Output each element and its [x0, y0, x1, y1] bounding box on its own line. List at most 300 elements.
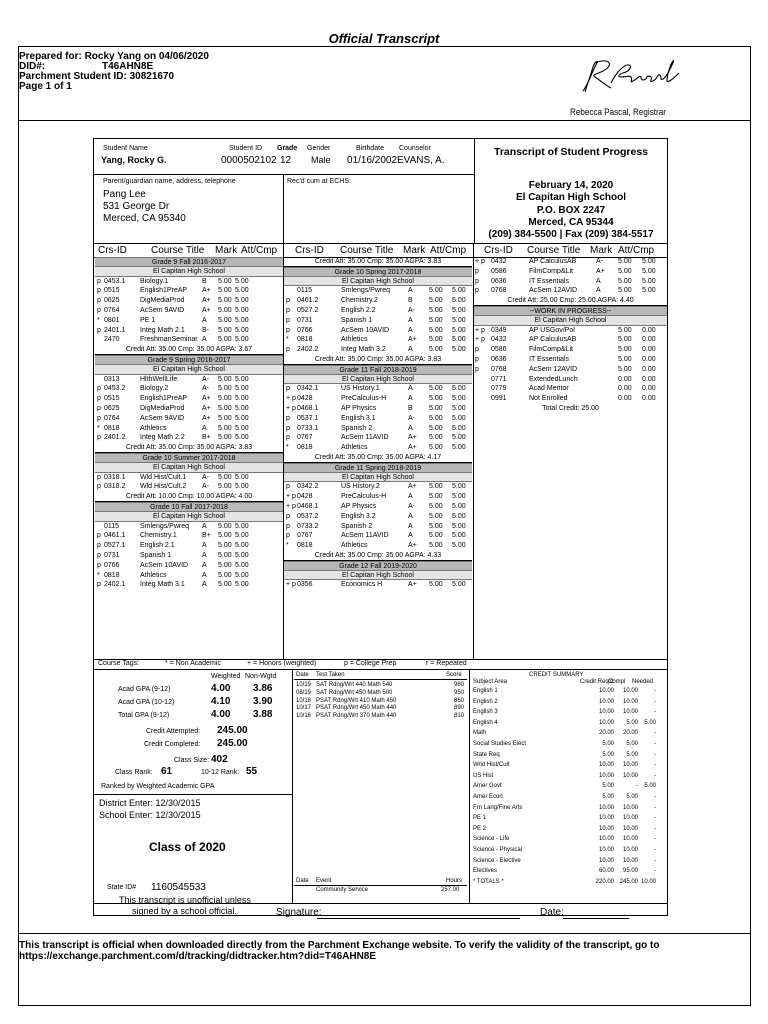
credit-needed: -	[654, 868, 656, 875]
course-mark: A-	[408, 414, 415, 422]
course-mark: A	[596, 287, 601, 295]
course-attempted: 5.00	[429, 395, 443, 403]
credit-subject: Electives	[473, 868, 498, 875]
nonweighted-label: Non-Wgtd	[245, 673, 277, 680]
course-title: Integ Math 3.1	[140, 581, 185, 589]
course-row	[284, 541, 472, 551]
course-title-header: Course Title	[527, 245, 581, 256]
course-row	[284, 286, 472, 296]
course-mark: A+	[408, 542, 417, 550]
course-mark: A-	[596, 258, 603, 265]
test-name: PSAT Rdng/Wrt 410 Math 450	[316, 697, 397, 704]
course-flag: p	[475, 365, 479, 373]
course-row	[95, 316, 283, 326]
course-flag: p	[97, 326, 101, 334]
registrar-name: Rebecca Pascal, Registrar	[570, 107, 666, 117]
course-id: 0515	[104, 287, 120, 295]
course-id: 0818	[104, 424, 120, 432]
course-title: Chemistry.2	[341, 297, 378, 305]
course-attempted: 5.00	[429, 532, 443, 540]
course-title: ExtendedLunch	[529, 375, 578, 383]
course-row	[95, 296, 283, 306]
course-row	[474, 365, 667, 375]
course-flag: p	[475, 287, 479, 295]
course-row	[95, 384, 283, 394]
date-label: Date:	[540, 907, 564, 918]
course-title: AcSem 10AVID	[341, 326, 390, 334]
total-credit: Total Credit: 25.00	[542, 404, 599, 412]
course-id: 0318.2	[104, 483, 126, 491]
course-completed: 5.00	[452, 493, 466, 501]
credit-subject: Amer Econ	[473, 794, 503, 800]
school-phone: (209) 384-5500 | Fax (209) 384-5517	[488, 229, 654, 240]
course-mark: A	[408, 512, 413, 520]
course-flag: + p	[475, 336, 485, 344]
credit-subject: * TOTALS *	[473, 878, 504, 885]
course-attempted: 5.00	[218, 522, 232, 530]
credit-needed: -	[654, 688, 656, 694]
course-flag: *	[286, 542, 289, 550]
test-score-header: Score	[446, 672, 462, 678]
course-attempted: 5.00	[429, 287, 443, 295]
course-attempted: 5.00	[618, 277, 632, 285]
course-row	[474, 345, 667, 355]
course-attempted: 5.00	[429, 444, 443, 452]
course-flag: p	[286, 414, 290, 422]
credit-completed: -	[636, 783, 638, 790]
course-id: 0766	[104, 561, 120, 569]
course-completed: 5.00	[235, 571, 249, 579]
course-id: 0731	[104, 551, 120, 559]
credit-required: 10.00	[598, 719, 614, 726]
course-mark: A-	[202, 483, 209, 491]
course-row	[95, 531, 283, 541]
course-flag: *	[286, 444, 289, 452]
course-mark: A+	[202, 287, 211, 295]
course-row	[284, 531, 472, 541]
course-title: Spanish 2	[341, 522, 373, 530]
course-flag: p	[286, 532, 290, 540]
course-mark: A	[596, 277, 601, 285]
course-completed: 5.00	[452, 434, 466, 442]
signature-line[interactable]	[317, 918, 520, 919]
course-title: English 3.2	[341, 512, 376, 520]
course-row	[95, 326, 283, 336]
course-mark: A	[408, 395, 413, 403]
course-mark: B+	[202, 434, 211, 442]
did-label: DID#:	[19, 61, 46, 72]
course-id: 0779	[491, 385, 507, 393]
course-row	[284, 424, 472, 434]
credit-needed: -	[654, 751, 656, 758]
course-title: AP Physics	[341, 502, 377, 510]
course-id: 0768	[491, 365, 507, 373]
course-id: 0342.1	[297, 385, 319, 393]
course-flag: p	[286, 434, 290, 442]
course-mark: A	[202, 316, 207, 324]
course-mark: A	[408, 424, 413, 432]
term-credit-summary: Credit Att: 35.00 Cmp: 35.00 AGPA: 3.83	[284, 257, 472, 267]
course-mark: A	[202, 336, 207, 344]
course-attempted: 5.00	[218, 414, 232, 422]
course-title: FilmComp&Lit	[529, 346, 573, 354]
course-row	[95, 571, 283, 581]
parchment-student-id: Parchment Student ID: 30821670	[19, 71, 175, 82]
course-row	[95, 424, 283, 434]
course-attempted: 5.00	[429, 483, 443, 491]
course-mark: A+	[408, 483, 417, 491]
course-mark: A	[408, 385, 413, 393]
course-id: 0731	[297, 316, 313, 324]
course-row	[474, 257, 667, 267]
counselor-label: Counselor	[399, 145, 431, 152]
course-mark: A+	[408, 434, 417, 442]
course-flag: p	[97, 551, 101, 559]
credit-completed: 245.00	[619, 878, 638, 885]
course-completed: 5.00	[452, 512, 466, 520]
course-flag: p	[286, 385, 290, 393]
course-title: Spanish 1	[341, 316, 373, 324]
test-score: 810	[454, 713, 465, 720]
course-title: English1PreAP	[140, 395, 188, 403]
course-flag: + p	[286, 502, 296, 510]
event-name: Community Service	[316, 887, 369, 893]
subject-area-header: Subject Area	[473, 679, 508, 685]
course-id: 0818	[297, 444, 313, 452]
course-row	[474, 394, 667, 404]
course-completed: 5.00	[642, 267, 656, 275]
course-attempted: 5.00	[618, 258, 632, 265]
course-title: Economics H	[341, 581, 383, 589]
course-flag: p	[286, 424, 290, 432]
course-mark: A-	[408, 502, 415, 510]
document-title: Official Transcript	[328, 31, 440, 46]
course-row	[95, 286, 283, 296]
ranked-by: Ranked by Weighted Academic GPA	[101, 783, 215, 790]
course-completed: 5.00	[452, 316, 466, 324]
course-flag: + p	[286, 493, 296, 501]
course-row	[284, 335, 472, 345]
course-title: IT Essentials	[529, 355, 569, 363]
course-row	[95, 580, 283, 590]
course-id: 0318.1	[104, 473, 126, 481]
course-attempted: 5.00	[218, 306, 232, 314]
course-completed: 5.00	[452, 404, 466, 412]
course-flag: p	[97, 532, 101, 540]
course-title: Biology.1	[140, 277, 169, 285]
course-mark: A	[202, 561, 207, 569]
course-title: AcSem 9AVID	[140, 306, 185, 314]
course-attempted: 5.00	[218, 561, 232, 569]
test-score: 890	[454, 705, 465, 712]
credit-reqd-header: Credit Req'd	[580, 679, 614, 685]
credit-required: 5.00	[602, 741, 614, 747]
credit-completed: 10.00	[622, 804, 638, 811]
course-mark: A	[408, 532, 413, 540]
rank-10-12-value: 55	[246, 766, 258, 777]
credit-subject: US Hist	[473, 772, 494, 779]
course-mark: A+	[202, 306, 211, 314]
course-flag: p	[97, 395, 101, 403]
course-mark: A	[202, 551, 207, 559]
course-flag: + p	[475, 326, 485, 334]
test-date: 10/16	[296, 713, 312, 720]
course-title: Athletics	[341, 336, 368, 344]
course-row	[95, 561, 283, 571]
course-title: Integ Math 2.2	[140, 434, 185, 442]
course-attempted: 5.00	[218, 551, 232, 559]
course-title: PreCalculus-H	[341, 395, 387, 403]
mark-header: Mark	[403, 245, 426, 256]
course-row	[95, 522, 283, 532]
test-name: SAT Rdng/Wrt 440 Math 540	[316, 682, 393, 688]
school-heading: El Capitan High School	[284, 375, 472, 385]
credit-required: 10.00	[598, 857, 614, 864]
course-id: 0771	[491, 375, 507, 383]
credit-completed: 95.00	[622, 868, 638, 875]
att-cmp-header: Att/Cmp	[618, 245, 655, 256]
credit-completed: 5.00	[626, 751, 638, 758]
credit-completed: 10.00	[622, 857, 638, 864]
course-id: 2402.2	[297, 346, 319, 354]
credit-subject: Frn Lang/Fine Arts	[473, 804, 523, 811]
course-attempted: 5.00	[429, 346, 443, 354]
header-divider	[19, 120, 750, 121]
gender-value: Male	[311, 155, 331, 165]
course-completed: 5.00	[452, 287, 466, 295]
credit-needed: -	[654, 730, 656, 737]
course-row	[474, 267, 667, 277]
credit-required: 10.00	[598, 772, 614, 779]
course-attempted: 5.00	[218, 277, 232, 285]
course-row	[284, 414, 472, 424]
crs-id-header: Crs-ID	[484, 245, 513, 256]
credit-required: 10.00	[598, 698, 614, 705]
course-title: Smlengs/Pwreq	[140, 522, 190, 530]
course-mark: A	[202, 522, 207, 530]
gpa-rank-divider	[93, 794, 292, 795]
gpa-divider	[292, 669, 293, 903]
course-completed: 5.00	[452, 346, 466, 354]
test-taken-header: Test Taken	[316, 672, 345, 678]
credit-completed: 10.00	[622, 836, 638, 843]
course-row	[95, 551, 283, 561]
course-flag: p	[97, 542, 101, 550]
credit-needed: -	[654, 709, 656, 716]
course-attempted: 5.00	[618, 267, 632, 275]
course-row	[474, 326, 667, 336]
course-completed: 5.00	[235, 336, 249, 344]
credit-required: 5.00	[602, 783, 614, 790]
test-date: 10/19	[296, 682, 312, 688]
credit-required: 10.00	[598, 847, 614, 853]
tag-honors: + = Honors (weighted)	[247, 660, 317, 667]
course-column-header-3	[475, 245, 666, 257]
course-id: 0818	[104, 571, 120, 579]
prepared-for: Prepared for: Rocky Yang on 04/06/2020	[19, 51, 209, 62]
course-title: English 3.1	[341, 414, 376, 422]
course-id: 0356	[297, 581, 313, 589]
course-flag: p	[97, 287, 101, 295]
course-attempted: 5.00	[429, 326, 443, 334]
course-row	[95, 473, 283, 483]
date-line[interactable]	[563, 918, 629, 919]
parent-line-1: Pang Lee	[103, 189, 146, 200]
credit-subject: Science - Life	[473, 836, 510, 843]
course-mark: B-	[202, 326, 209, 334]
course-row	[284, 482, 472, 492]
course-title: English1PreAP	[140, 287, 188, 295]
parent-line-3: Merced, CA 95340	[103, 213, 186, 224]
credit-completed: 5.00	[626, 719, 638, 726]
course-id: 0468.1	[297, 404, 319, 412]
course-completed: 5.00	[235, 297, 249, 305]
credit-completed: 20.00	[622, 730, 638, 737]
course-id: 0766	[297, 326, 313, 334]
course-attempted: 5.00	[429, 336, 443, 344]
course-completed: 5.00	[235, 375, 249, 383]
student-id: 0000502102	[221, 155, 277, 166]
credit-subject: Math	[473, 730, 487, 737]
credit-completed: 5.00	[626, 794, 638, 800]
course-title: AcSem 10AVID	[140, 561, 189, 569]
course-title: Integ Math 2.1	[140, 326, 185, 334]
credit-required: 10.00	[598, 688, 614, 694]
course-row	[284, 316, 472, 326]
compl-header: Compl	[608, 679, 626, 685]
rank-10-12-label: 10-12 Rank:	[201, 769, 240, 776]
course-attempted: 5.00	[618, 365, 632, 373]
course-id: 0625	[104, 404, 120, 412]
term-heading: Grade 10 Summer 2017-2018	[95, 453, 283, 463]
course-title: AP USGov/Pol	[529, 326, 575, 334]
course-flag: p	[286, 346, 290, 354]
course-title: FreshmanSeminar	[140, 336, 198, 344]
parent-label: Parent/guardian name, address, telephone	[103, 178, 236, 185]
tests-divider	[469, 669, 470, 903]
term-heading: Grade 10 Fall 2017-2018	[95, 502, 283, 512]
course-flag: + p	[286, 404, 296, 412]
credit-subject: Amer Govt	[473, 783, 502, 790]
course-completed: 0.00	[642, 385, 656, 393]
course-row	[284, 512, 472, 522]
school-heading: El Capitan High School	[95, 463, 283, 473]
course-flag: *	[97, 571, 100, 579]
state-id-value: 1160545533	[151, 882, 206, 893]
credit-completed: 5.00	[626, 741, 638, 747]
course-flag: p	[286, 316, 290, 324]
course-attempted: 5.00	[218, 297, 232, 305]
course-id: 2470	[104, 336, 120, 344]
state-id-label: State ID#	[107, 884, 137, 891]
unofficial-note-2: signed by a school official.	[132, 906, 237, 916]
course-row	[284, 502, 472, 512]
course-completed: 5.00	[452, 502, 466, 510]
credit-subject: Social Studies Elect	[473, 741, 527, 747]
credit-needed: -	[654, 804, 656, 811]
course-id: 0115	[104, 522, 120, 530]
course-completed: 5.00	[452, 532, 466, 540]
course-mark: B	[408, 297, 413, 305]
course-row	[95, 394, 283, 404]
term-credit-summary: Credit Att: 35.00 Cmp: 35.00 AGPA: 3.83	[284, 355, 472, 365]
term-credit-summary: Credit Att: 25.00 Cmp: 25.00 AGPA: 4.40	[474, 296, 667, 306]
course-completed: 5.00	[452, 326, 466, 334]
credit-completed: 10.00	[622, 688, 638, 694]
course-id: 0991	[491, 395, 507, 403]
course-row	[284, 394, 472, 404]
course-flag: p	[97, 306, 101, 314]
course-title: Wld Hist/Cult.1	[140, 473, 187, 481]
course-attempted: 5.00	[429, 434, 443, 442]
course-id: 0428	[297, 395, 313, 403]
credit-completed: 10.00	[622, 847, 638, 853]
course-completed: 5.00	[452, 395, 466, 403]
course-title: Athletics	[140, 424, 167, 432]
credit-needed: -	[654, 741, 656, 747]
course-mark: A	[202, 424, 207, 432]
course-attempted: 5.00	[618, 355, 632, 363]
course-id: 0453.2	[104, 385, 126, 393]
credit-subject: PE 2	[473, 825, 487, 832]
course-attempted: 5.00	[218, 385, 232, 393]
course-completed: 5.00	[452, 306, 466, 314]
credit-required: 10.00	[598, 825, 614, 832]
recd-cum-label: Rec'd cum at ECHS:	[287, 178, 351, 185]
course-flag: p	[286, 522, 290, 530]
school-box: P.O. BOX 2247	[536, 205, 606, 216]
class-rank-label: Class Rank:	[115, 769, 153, 776]
school-name: El Capitan High School	[515, 192, 626, 203]
credit-required: 5.00	[602, 794, 614, 800]
course-row	[284, 384, 472, 394]
course-flag: p	[475, 277, 479, 285]
course-title: Athletics	[341, 444, 368, 452]
course-flag: p	[286, 512, 290, 520]
course-id: 0764	[104, 414, 120, 422]
course-completed: 5.00	[235, 424, 249, 432]
course-mark: A	[408, 346, 413, 354]
course-row	[284, 296, 472, 306]
school-heading: El Capitan High School	[474, 316, 667, 326]
credit-required: 10.00	[598, 762, 614, 769]
course-column-1	[95, 257, 283, 590]
course-id: 0768	[491, 287, 507, 295]
course-flag: p	[97, 277, 101, 285]
term-heading: Grade 11 Fall 2018-2019	[284, 365, 472, 375]
test-date: 10/18	[296, 697, 312, 704]
credit-required: 60.00	[598, 868, 614, 875]
course-title: Chemistry.1	[140, 532, 177, 540]
course-completed: 5.00	[235, 395, 249, 403]
credit-completed: 10.00	[622, 825, 638, 832]
course-row	[284, 580, 472, 590]
course-flag: p	[97, 297, 101, 305]
gpa-label: Acad GPA (9-12)	[118, 686, 171, 693]
course-title: English 2.1	[140, 542, 175, 550]
test-date: 08/19	[296, 689, 312, 696]
transcript-heading: Transcript of Student Progress	[493, 146, 649, 158]
event-header: Event	[316, 878, 332, 884]
course-completed: 0.00	[642, 326, 656, 334]
course-title: AcSem 9AVID	[140, 414, 185, 422]
course-id: 0527.1	[104, 542, 126, 550]
course-mark: A-	[202, 473, 209, 481]
credit-required: 10.00	[598, 815, 614, 822]
gpa-weighted: 4.00	[211, 709, 231, 720]
course-id: 0515	[104, 395, 120, 403]
course-mark: A+	[202, 414, 211, 422]
